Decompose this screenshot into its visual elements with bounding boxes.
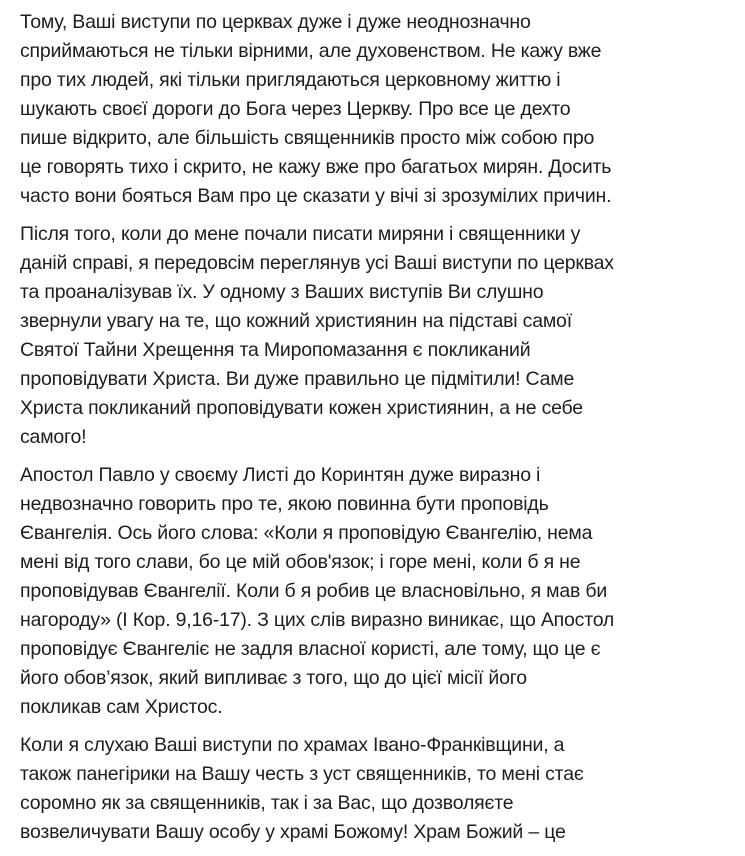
text-line: також панегірики на Вашу честь з уст священників, то мені стає xyxy=(20,763,584,785)
text-line: покликав сам Христос. xyxy=(20,696,223,718)
text-line: мені від того слави, бо це мій обов'язок; і горе мені, коли б я не xyxy=(20,551,581,573)
text-line: возвеличувати Вашу особу у храмі Божому! Храм Божий – це xyxy=(20,821,566,843)
text-line: про тих людей, які тільки приглядаються церковному життю і xyxy=(20,69,561,91)
text-line: звернули увагу на те, що кожний християнин на підставі самої xyxy=(20,310,572,332)
text-line: часто вони бояться Вам про це сказати у вічі зі зрозумілих причин. xyxy=(20,185,612,207)
text-line: недвозначно говорить про те, якою повинна бути проповідь xyxy=(20,493,549,515)
text-line: та проаналізував їх. У одному з Ваших виступів Ви слушно xyxy=(20,281,544,303)
text-line: нагороду» (І Кор. 9,16-17). З цих слів виразно виникає, що Апостол xyxy=(20,609,615,631)
document-body xyxy=(20,8,740,856)
text-line: сприймаються не тільки вірними, але духовенством. Не кажу вже xyxy=(20,40,602,62)
text-line: шукають своєї дороги до Бога через Церкву. Про все це дехто xyxy=(20,98,571,120)
text-line: Святої Тайни Хрещення та Миропомазання є покликаний xyxy=(20,339,531,361)
text-line: проповідувати Христа. Ви дуже правильно це підмітили! Саме xyxy=(20,368,575,390)
text-line: пише відкрито, але більшість священників просто між собою про xyxy=(20,127,595,149)
text-line: Христа покликаний проповідувати кожен християнин, а не себе xyxy=(20,397,583,419)
paragraph xyxy=(20,8,740,211)
text-line: проповідує Євангеліє не задля власної користі, але тому, що це є xyxy=(20,638,601,660)
text-line: проповідував Євангелії. Коли б я робив це власновільно, я мав би xyxy=(20,580,608,602)
text-line: Тому, Ваші виступи по церквах дуже і дуже неоднозначно xyxy=(20,11,531,33)
text-line: даній справі, я передовсім переглянув усі Ваші виступи по церквах xyxy=(20,252,614,274)
paragraph xyxy=(20,461,740,722)
text-line: його обов’язок, який випливає з того, що до цієї місії його xyxy=(20,667,527,689)
paragraph xyxy=(20,220,740,452)
text-line: Коли я слухаю Ваші виступи по храмах Івано-Франківщини, а xyxy=(20,734,565,756)
text-line: Після того, коли до мене почали писати миряни і священники у xyxy=(20,223,581,245)
text-line: це говорять тихо і скрито, не кажу вже про багатьох мирян. Досить xyxy=(20,156,612,178)
paragraph xyxy=(20,731,740,847)
text-line: соромно як за священників, так і за Вас, що дозволяєте xyxy=(20,792,514,814)
text-line: самого! xyxy=(20,426,87,448)
text-line: Євангелія. Ось його слова: «Коли я проповідую Євангелію, нема xyxy=(20,522,593,544)
text-line: Апостол Павло у своєму Листі до Коринтян дуже виразно і xyxy=(20,464,541,486)
